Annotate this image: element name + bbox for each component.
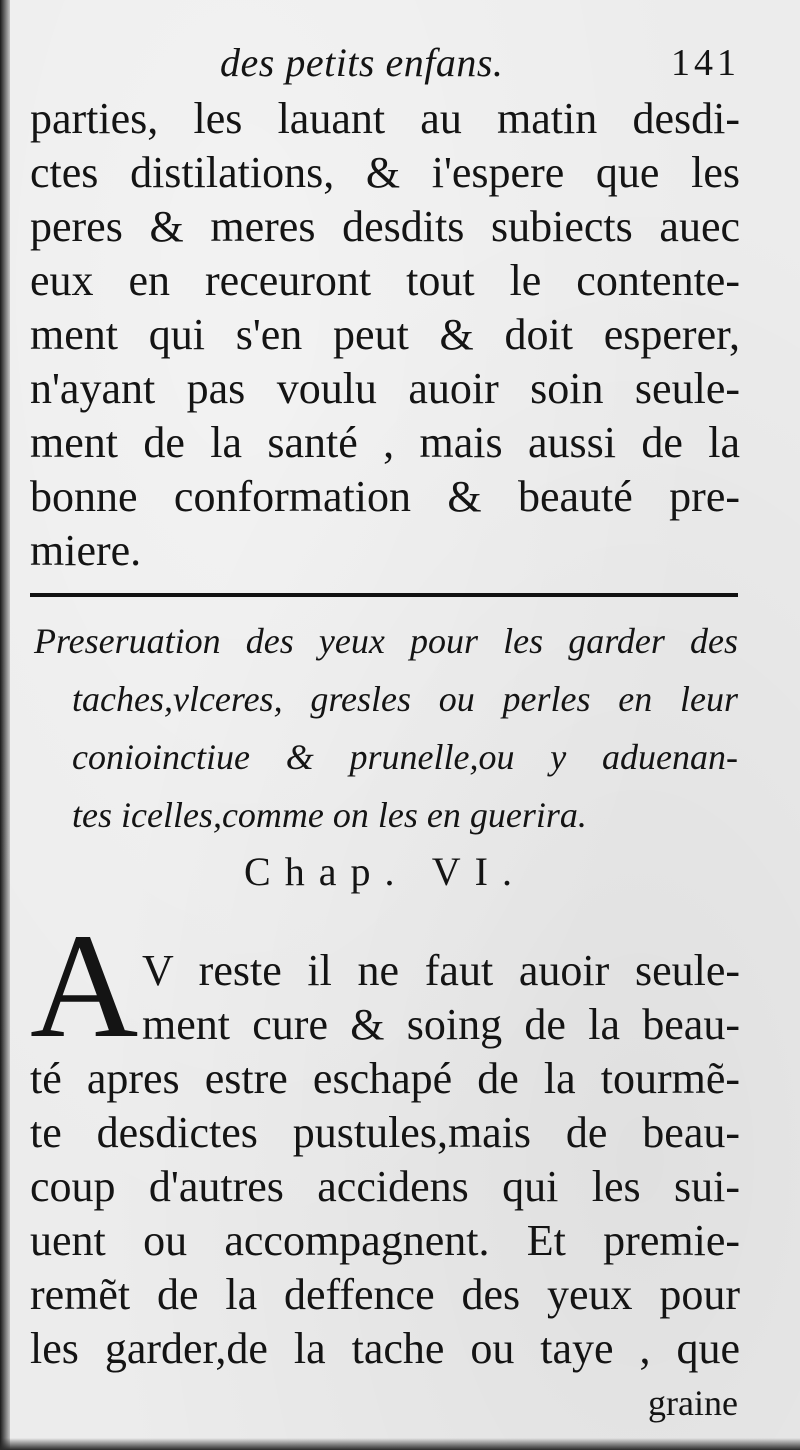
text-line: eux en receuront tout le contente- [30,256,740,305]
text-line: te desdictes pustules,mais de beau- [30,1108,740,1157]
binding-shadow [0,0,10,1450]
text-line: bonne conformation & beauté pre- [30,472,740,521]
text-line: uent ou accompagnent. Et premie- [30,1216,740,1265]
text-line: V reste il ne faut auoir seule- [142,946,740,995]
summary-line: tes icelles,comme on les en guerira. [72,795,587,835]
running-head [30,38,740,88]
text-line: parties, les lauant au matin desdi- [30,94,740,143]
page-number: 141 [671,42,740,84]
section-divider-rule [30,593,738,597]
top-paragraph [30,92,740,578]
chapter-heading: Chap. VI. [244,849,526,894]
drop-cap-initial: A [30,903,139,1069]
text-line: ment cure & soing de la beau- [142,1000,740,1049]
text-line: ment qui s'en peut & doit esperer, [30,310,740,359]
catchword: graine [648,1383,738,1423]
text-line: n'ayant pas voulu auoir soin seule- [30,364,740,413]
text-line: miere. [30,526,142,575]
running-title: des petits enfans. [220,40,504,85]
text-line: remẽt de la deffence des yeux pour [30,1270,740,1319]
text-line: ctes distilations, & i'espere que les [30,148,740,197]
text-line: té apres estre eschapé de la tourmẽ- [30,1054,740,1103]
summary-line: conioinctiue & prunelle,ou y aduenan- [72,737,738,777]
text-line: ment de la santé , mais aussi de la [30,418,740,467]
text-line: coup d'autres accidens qui les sui- [30,1162,740,1211]
summary-line: Preseruation des yeux pour les garder des [34,621,738,661]
chapter-paragraph [30,944,740,1376]
text-line: les garder,de la tache ou taye , que [30,1324,740,1373]
summary-line: taches,vlceres, gresles ou perles en leur [72,679,738,719]
chapter-summary [34,612,738,844]
text-line: peres & meres desdits subiects auec [30,202,740,251]
page-bottom-edge [0,1438,800,1450]
